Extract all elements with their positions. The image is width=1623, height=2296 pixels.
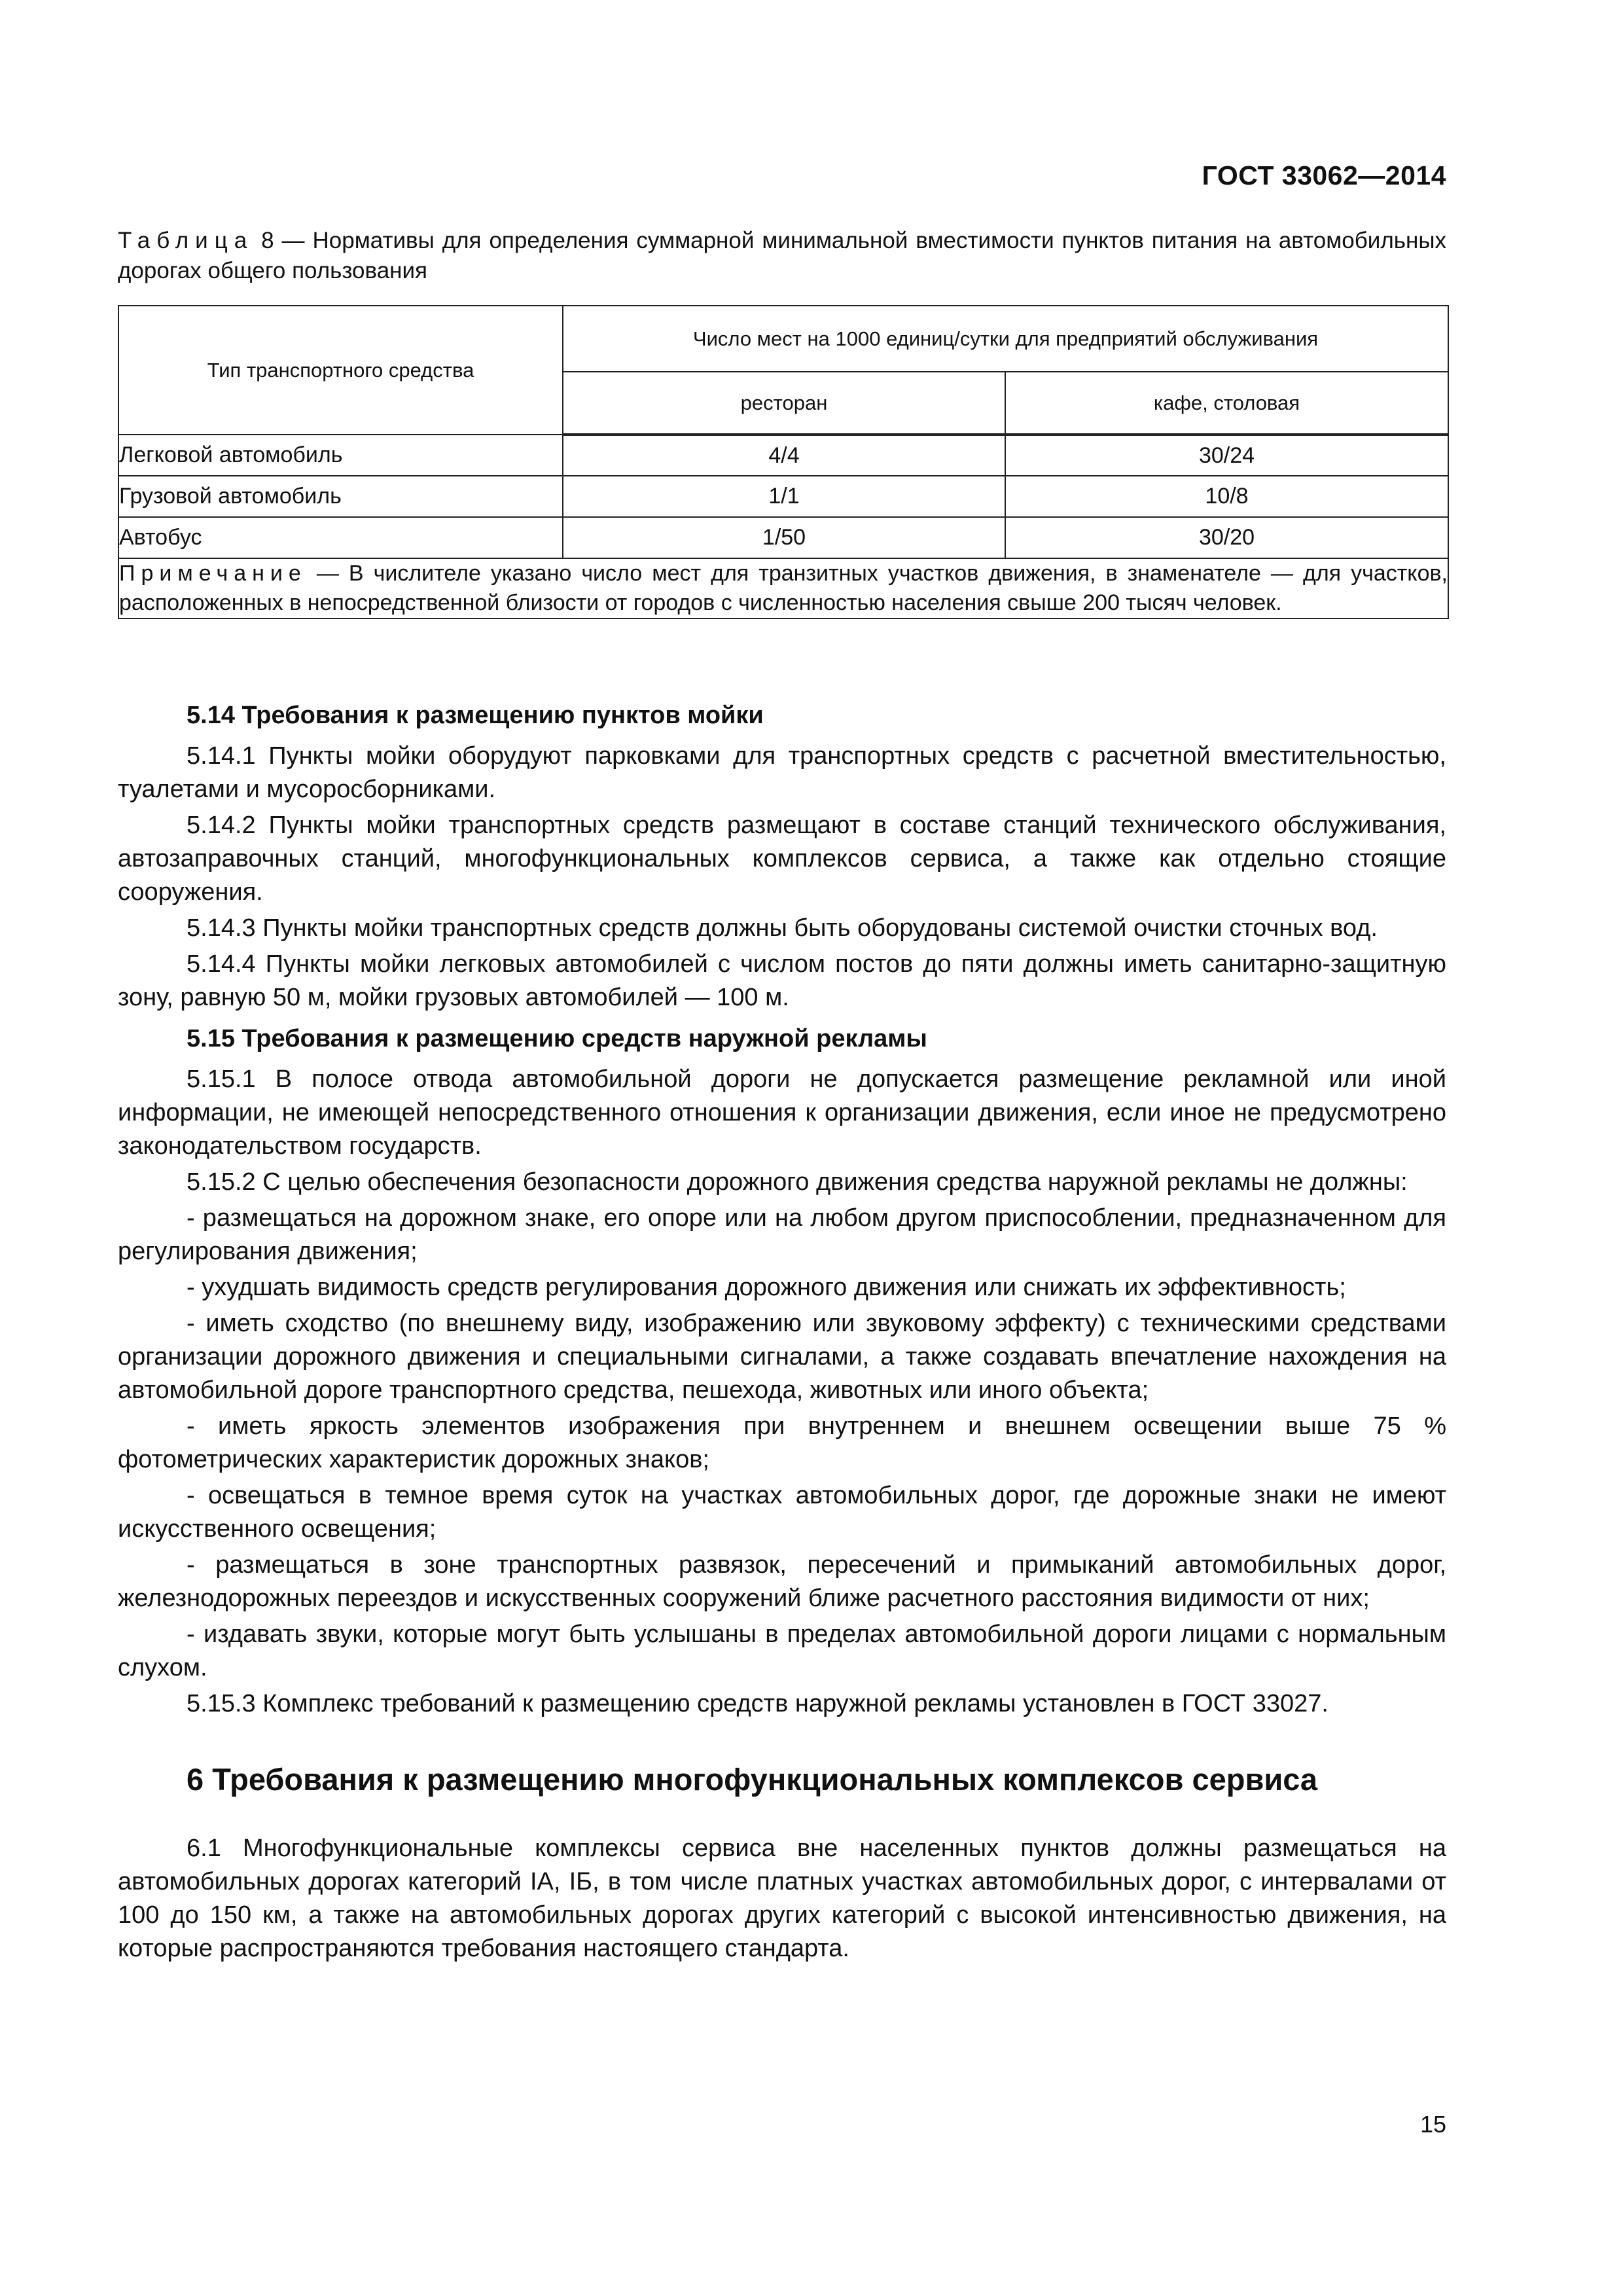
table-row xyxy=(118,435,1448,476)
table-note-label: Примечание xyxy=(119,561,307,586)
norms-table xyxy=(118,305,1449,619)
header-vehicle-type: Тип транспортного средства xyxy=(118,306,563,435)
paragraph: 5.15.2 С целью обеспечения безопасности дорожного движения средства наружной рекламы не должны: xyxy=(187,1168,1408,1196)
list-item: - размещаться в зоне транспортных развязок, пересечений и примыканий автомобильных дорог, железнодорожных переездов и искусственных сооружений ближе расчетного расстояния видимости от них; xyxy=(118,1551,1446,1612)
cell-vehicle: Грузовой автомобиль xyxy=(118,476,563,517)
cell-vehicle: Автобус xyxy=(118,517,563,558)
paragraph: 6.1 Многофункциональные комплексы сервиса вне населенных пунктов должны размещаться на автомобильных дорогах категорий IА, IБ, в том числе платных участках автомобильных дорог, с интервалами от 100 до 150 км, а также на автомобильных дорогах других категорий с высокой интенсивностью движения, на которые распространяются требования настоящего стандарта. xyxy=(118,1835,1446,1962)
table-header-row xyxy=(118,306,1448,372)
document-page xyxy=(118,0,1446,2296)
paragraph: 5.14.2 Пункты мойки транспортных средств размещают в составе станций технического обслуживания, автозаправочных станций, многофункциональных комплексов сервиса, а также как отдельно стоящие сооружения. xyxy=(118,812,1446,906)
header-seats-group: Число мест на 1000 единиц/сутки для предприятий обслуживания xyxy=(563,306,1448,372)
list-item: - ухудшать видимость средств регулирования дорожного движения или снижать их эффективность; xyxy=(187,1274,1346,1301)
paragraph: 5.14.3 Пункты мойки транспортных средств должны быть оборудованы системой очистки сточных вод. xyxy=(187,914,1378,942)
table-caption xyxy=(118,226,1446,286)
table-note-text: — В числителе указано число мест для транзитных участков движения, в знаменателе — для участков, расположенных в непосредственной близости от городов с численностью населения свыше 200 тысяч человек. xyxy=(119,561,1448,615)
cell-restaurant: 4/4 xyxy=(563,435,1005,476)
paragraph: 5.14.4 Пункты мойки легковых автомобилей с числом постов до пяти должны иметь санитарно-защитную зону, равную 50 м, мойки грузовых автомобилей — 100 м. xyxy=(118,950,1446,1011)
page-number: 15 xyxy=(1419,2111,1446,2138)
table-caption-text: 8 — Нормативы для определения суммарной минимальной вместимости пунктов питания на автомобильных дорогах общего пользования xyxy=(118,228,1446,283)
table-row xyxy=(118,476,1448,517)
document-id-header: ГОСТ 33062—2014 xyxy=(1202,160,1446,190)
section-heading-5-14: 5.14 Требования к размещению пунктов мойки xyxy=(187,702,764,729)
cell-restaurant: 1/1 xyxy=(563,476,1005,517)
list-item: - иметь сходство (по внешнему виду, изображению или звуковому эффекту) с техническими средствами организации дорожного движения и специальными сигналами, а также создавать впечатление нахождения на автомобильной дороге транспортного средства, пешехода, животных или иного объекта; xyxy=(118,1310,1446,1404)
list-item: - издавать звуки, которые могут быть услышаны в пределах автомобильной дороги лицами с нормальным слухом. xyxy=(118,1621,1446,1681)
document-body xyxy=(118,696,1446,1968)
table-row xyxy=(118,517,1448,558)
cell-cafe: 30/24 xyxy=(1005,435,1448,476)
list-item: - освещаться в темное время суток на участках автомобильных дорог, где дорожные знаки не имеют искусственного освещения; xyxy=(118,1482,1446,1543)
section-heading-6: 6 Требования к размещению многофункциональных комплексов сервиса xyxy=(187,1762,1318,1797)
header-restaurant: ресторан xyxy=(563,372,1005,435)
section-heading-5-15: 5.15 Требования к размещению средств наружной рекламы xyxy=(187,1025,927,1052)
paragraph: 5.15.3 Комплекс требований к размещению средств наружной рекламы установлен в ГОСТ 33027. xyxy=(187,1690,1329,1717)
table-note xyxy=(118,558,1448,619)
cell-cafe: 30/20 xyxy=(1005,517,1448,558)
paragraph: 5.15.1 В полосе отвода автомобильной дороги не допускается размещение рекламной или иной информации, не имеющей непосредственного отношения к организации движения, если иное не предусмотрено законодательством государств. xyxy=(118,1066,1446,1160)
paragraph: 5.14.1 Пункты мойки оборудуют парковками для транспортных средств с расчетной вместительностью, туалетами и мусоросборниками. xyxy=(118,742,1446,803)
list-item: - размещаться на дорожном знаке, его опоре или на любом другом приспособлении, предназначенном для регулирования движения; xyxy=(118,1204,1446,1265)
cell-vehicle: Легковой автомобиль xyxy=(118,435,563,476)
table-caption-label: Таблица xyxy=(118,228,254,253)
header-cafe: кафе, столовая xyxy=(1005,372,1448,435)
cell-restaurant: 1/50 xyxy=(563,517,1005,558)
list-item: - иметь яркость элементов изображения при внутреннем и внешнем освещении выше 75 % фотометрических характеристик дорожных знаков; xyxy=(118,1412,1446,1473)
table-note-row xyxy=(118,558,1448,619)
cell-cafe: 10/8 xyxy=(1005,476,1448,517)
